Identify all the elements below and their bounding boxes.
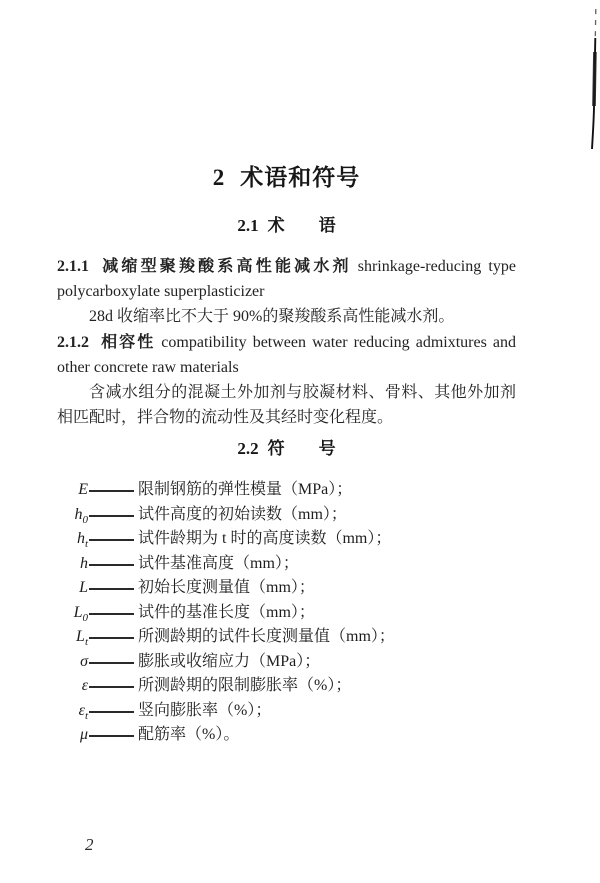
term-number: 2.1.1 <box>57 258 89 275</box>
em-dash <box>89 686 134 688</box>
page-content <box>57 0 516 748</box>
symbol-definition: 试件高度的初始读数（mm）； <box>138 505 347 523</box>
em-dash <box>89 711 134 713</box>
term-name-en: shrinkage-reducing type polycarboxylate superplasticizer <box>57 258 516 300</box>
symbol-subscript: t <box>84 636 88 649</box>
section-label: 术 语 <box>267 216 336 236</box>
symbol-definition: 试件基准高度（mm）； <box>138 554 299 572</box>
em-dash <box>89 539 134 541</box>
symbol-variable <box>57 576 88 601</box>
symbol-base: h <box>76 530 85 547</box>
symbol-definition: 所测龄期的限制膨胀率（%）； <box>138 677 352 694</box>
symbol-row <box>57 625 516 650</box>
symbol-definition: 配筋率（%）。 <box>138 726 240 743</box>
term-entry-heading <box>57 329 516 380</box>
symbol-variable <box>57 723 88 748</box>
symbol-definition: 初始长度测量值（mm）； <box>138 579 315 596</box>
em-dash <box>89 613 134 615</box>
symbol-variable <box>57 503 88 528</box>
symbol-base: h <box>80 554 88 572</box>
symbol-definition: 试件的基准长度（mm）； <box>138 603 315 621</box>
section-number: 2.2 <box>237 439 259 458</box>
symbol-variable <box>57 650 88 675</box>
chapter-title <box>57 163 516 193</box>
section-heading-symbols <box>57 437 516 461</box>
symbol-base: E <box>78 481 88 498</box>
term-name-zh: 减缩型聚羧酸系高性能减水剂 <box>99 256 352 275</box>
symbol-base: σ <box>80 652 88 670</box>
section-heading-terms <box>57 214 516 238</box>
symbol-base: μ <box>79 726 88 743</box>
symbol-row <box>57 601 516 626</box>
symbol-row <box>57 527 516 552</box>
symbol-row <box>57 576 516 601</box>
em-dash <box>89 588 134 590</box>
symbol-definition: 膨胀或收缩应力（MPa）； <box>138 652 321 670</box>
symbol-variable <box>57 674 88 699</box>
symbol-base: h <box>74 505 83 523</box>
em-dash <box>89 735 134 737</box>
symbol-base: L <box>76 628 85 645</box>
section-label: 符 号 <box>267 439 336 459</box>
symbol-subscript: 0 <box>82 611 88 624</box>
terms-body <box>57 253 516 430</box>
symbol-base: L <box>73 603 83 621</box>
symbol-definition: 所测龄期的试件长度测量值（mm）； <box>138 628 395 645</box>
symbol-row <box>57 503 516 528</box>
term-number: 2.1.2 <box>57 334 89 351</box>
symbol-base: ε <box>81 677 88 694</box>
term-name-zh: 相容性 <box>99 332 156 351</box>
section-number: 2.1 <box>237 216 259 235</box>
term-definition: 28d 收缩率比不大于 90%的聚羧酸系高性能减水剂。 <box>89 308 455 325</box>
symbol-subscript: 0 <box>82 513 88 526</box>
symbol-definition: 试件龄期为 t 时的高度读数（mm）； <box>138 530 392 547</box>
term-name-en: compatibility between water reducing admixtures and other concrete raw materials <box>57 334 516 376</box>
symbol-subscript: t <box>84 709 88 722</box>
symbol-base: L <box>79 579 88 596</box>
chapter-number: 2 <box>212 165 226 190</box>
page-number: 2 <box>85 835 94 854</box>
symbol-subscript: t <box>84 538 88 551</box>
symbol-variable <box>57 625 88 650</box>
symbol-row <box>57 650 516 675</box>
em-dash <box>89 637 134 639</box>
symbol-variable <box>57 552 88 577</box>
symbol-variable <box>57 601 88 626</box>
em-dash <box>89 515 134 517</box>
symbol-variable <box>57 478 88 503</box>
em-dash <box>89 564 134 566</box>
symbol-variable <box>57 527 88 552</box>
symbol-row <box>57 723 516 748</box>
symbol-row <box>57 699 516 724</box>
symbols-list <box>57 478 516 748</box>
em-dash <box>89 662 134 664</box>
em-dash <box>89 490 134 492</box>
symbol-row <box>57 478 516 503</box>
symbol-row <box>57 674 516 699</box>
chapter-title-text: 术语和符号 <box>240 165 361 191</box>
term-entry-heading <box>57 253 516 304</box>
symbol-base: ε <box>78 701 85 719</box>
term-definition: 含减水组分的混凝土外加剂与胶凝材料、骨料、其他外加剂相匹配时，拌合物的流动性及其经时变化程度。 <box>57 384 516 426</box>
symbol-definition: 限制钢筋的弹性模量（MPa）； <box>138 481 353 498</box>
symbol-row <box>57 552 516 577</box>
symbol-variable <box>57 699 88 724</box>
symbol-definition: 竖向膨胀率（%）； <box>138 701 272 719</box>
